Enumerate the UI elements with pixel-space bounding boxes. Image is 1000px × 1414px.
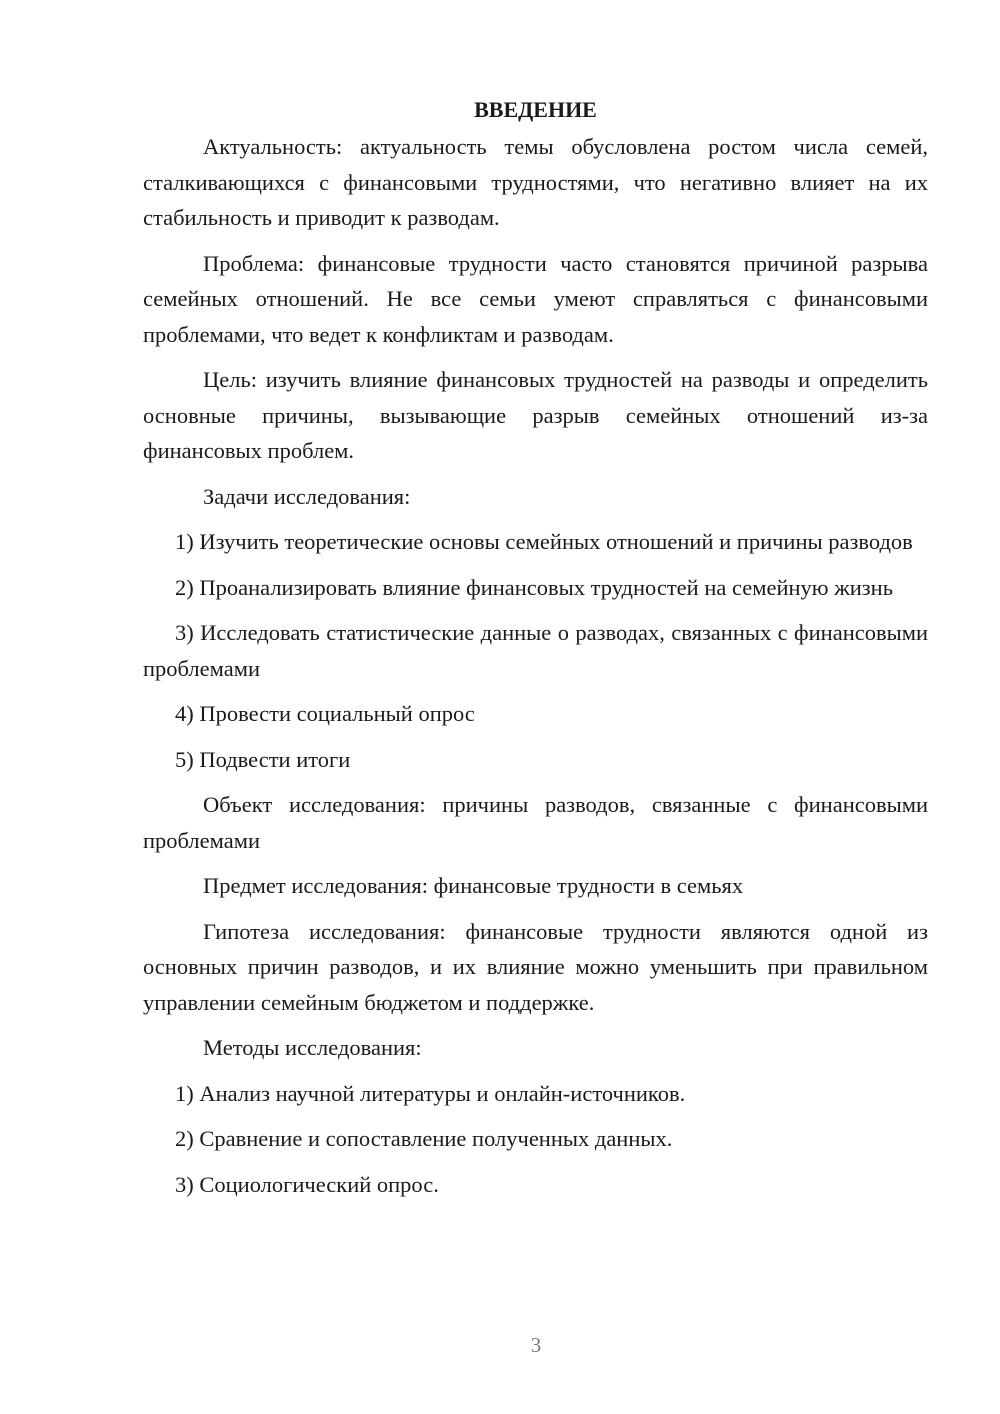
task-item-5: 5) Подвести итоги <box>175 746 351 772</box>
paragraph-goal: Цель: изучить влияние финансовых трудностей на разводы и определить основные причины, вызывающие разрыв семейных отношений из-за финансовых проблем. <box>143 367 928 463</box>
task-item-4: 4) Провести социальный опрос <box>175 701 475 726</box>
section-title: ВВЕДЕНИЕ <box>474 97 597 122</box>
paragraph-object: Объект исследования: причины разводов, связанные с финансовыми проблемами <box>143 792 928 853</box>
paragraph-problem: Проблема: финансовые трудности часто становятся причиной разрыва семейных отношений. Не все семьи умеют справляться с финансовыми проблемами, что ведет к конфликтам и разводам. <box>143 250 928 347</box>
task-item-2: 2) Проанализировать влияние финансовых трудностей на семейную жизнь <box>175 574 893 600</box>
paragraph-hypothesis: Гипотеза исследования: финансовые трудности являются одной из основных причин разводов, и их влияние можно уменьшить при правильном управлении семейным бюджетом и поддержке. <box>143 918 928 1015</box>
method-item-2: 2) Сравнение и сопоставление полученных данных. <box>175 1126 673 1151</box>
methods-heading: Методы исследования: <box>203 1035 422 1060</box>
method-item-1: 1) Анализ научной литературы и онлайн-источников. <box>175 1080 686 1106</box>
paragraph-relevance: Актуальность: актуальность темы обусловлена ростом числа семей, сталкивающихся с финансовыми трудностями, что негативно влияет на их стабильность и приводит к разводам. <box>143 134 928 230</box>
paragraph-subject: Предмет исследования: финансовые трудности в семьях <box>203 873 744 898</box>
page-number: 3 <box>530 1333 542 1357</box>
method-item-3: 3) Социологический опрос. <box>175 1171 439 1197</box>
document-page <box>143 95 928 1212</box>
tasks-heading: Задачи исследования: <box>203 483 411 509</box>
task-item-3: 3) Исследовать статистические данные о разводах, связанных с финансовыми проблемами <box>143 620 928 681</box>
task-item-1: 1) Изучить теоретические основы семейных отношений и причины разводов <box>175 529 913 554</box>
